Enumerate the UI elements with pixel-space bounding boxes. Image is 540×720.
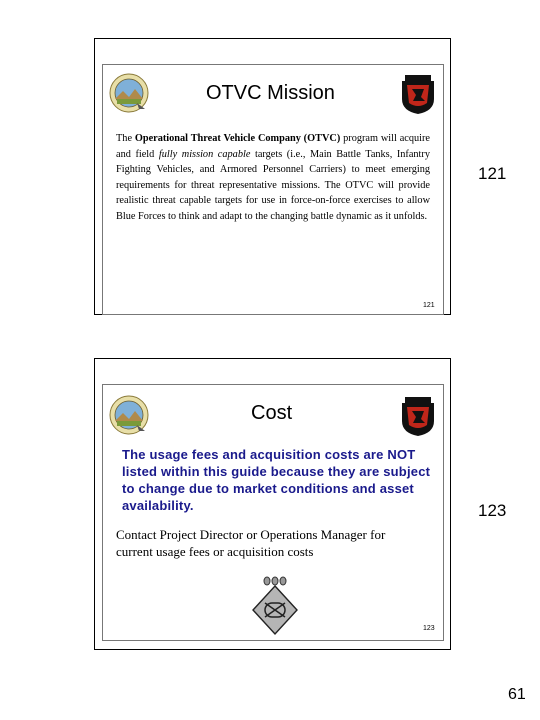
slide-2-title: Cost: [251, 402, 293, 424]
unit-patch-icon: [399, 395, 437, 437]
seal-logo-icon: [109, 395, 149, 435]
body-bold-term: Operational Threat Vehicle Company (OTVC): [134, 133, 341, 144]
page-number: 61: [508, 686, 526, 703]
slide-2: [102, 384, 444, 641]
body-rest: targets (i.e., Main Battle Tanks, Infantry Fighting Vehicles, and Armored Personnel Carriers) to meet emerging requirements for threat representative missions. The OTVC will provide realistic threat capable targets for use in force-on-force exercises to allow Blue Forces to think and adapt to the changing battle dynamic as it unfolds.: [116, 148, 430, 222]
slide-1-title: OTVC Mission: [206, 82, 335, 104]
unit-patch-icon: [399, 73, 437, 115]
body-mid: program will acquire and field: [116, 133, 430, 160]
body-italic-term: fully mission capable: [158, 148, 251, 160]
side-label-1: 121: [478, 164, 507, 183]
slide-1-number: 121: [423, 302, 435, 309]
body-prefix: The: [116, 133, 135, 144]
side-label-2: 123: [478, 501, 507, 520]
enemy-unit-symbol-icon: [249, 574, 301, 636]
slide-1: [102, 64, 444, 315]
slide-2-contact-text: Contact Project Director or Operations Manager for current usage fees or acquisition costs: [116, 527, 386, 559]
slide-2-highlight-text: The usage fees and acquisition costs are NOT listed within this guide because they are subject to change due to market conditions and asset availability.: [122, 447, 431, 513]
seal-logo-icon: [109, 73, 149, 113]
slide-1-body: [116, 131, 430, 225]
slide-2-number: 123: [423, 625, 435, 632]
